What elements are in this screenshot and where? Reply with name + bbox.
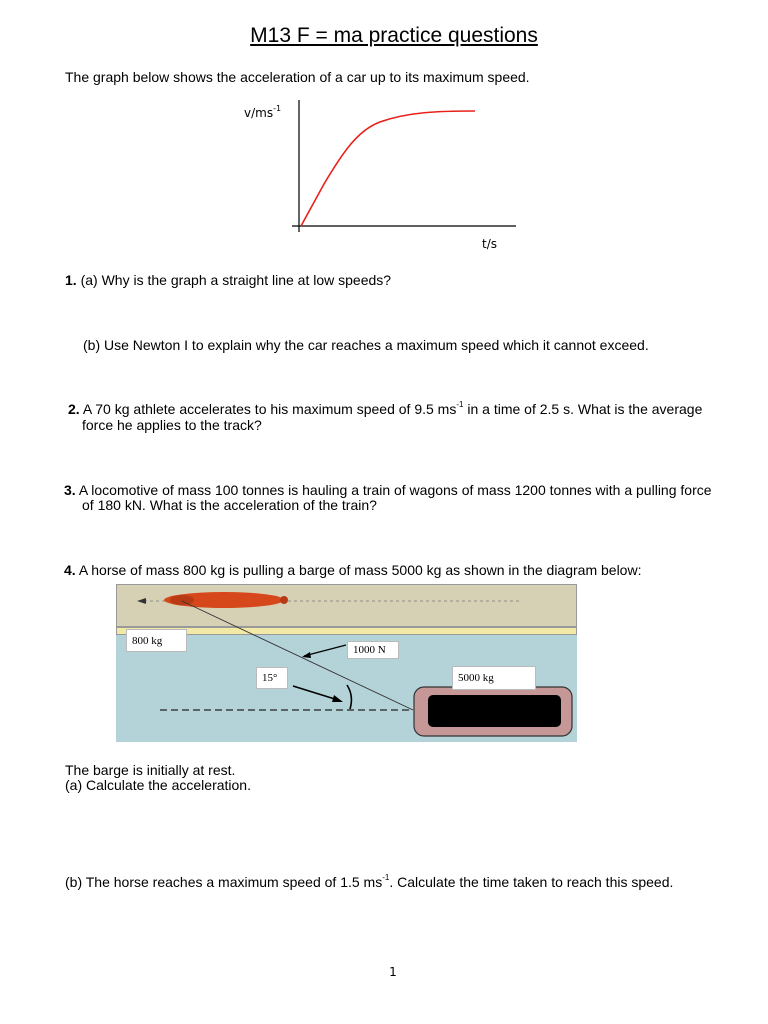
- question-1b: (b) Use Newton I to explain why the car reaches a maximum speed which it cannot exceed.: [83, 337, 649, 353]
- horse-mass-label: 800 kg: [126, 629, 187, 652]
- question-number: 3.: [64, 482, 76, 498]
- force-pointer-arrowhead: [302, 652, 311, 658]
- diagram-lines: [116, 584, 577, 742]
- question-3-line2: of 180 kN. What is the acceleration of the train?: [82, 497, 377, 513]
- question-2-line1: 2. A 70 kg athlete accelerates to his maximum speed of 9.5 $ms^{-1}$ in a time of 2.5 s. What is the average: [68, 400, 703, 417]
- intro-text: The graph below shows the acceleration of a car up to its maximum speed.: [65, 69, 530, 85]
- question-number: 1.: [65, 272, 77, 288]
- page-title: M13 F = ma practice questions: [250, 24, 538, 47]
- horse-tail: [280, 596, 288, 604]
- question-2-line2: force he applies to the track?: [82, 417, 262, 433]
- velocity-time-graph: [288, 98, 520, 232]
- question-number: 2.: [68, 401, 80, 417]
- angle-pointer: [293, 686, 338, 700]
- barge-diagram: [116, 584, 577, 742]
- question-4a: (a) Calculate the acceleration.: [65, 777, 251, 793]
- velocity-curve: [301, 111, 475, 226]
- force-label: 1000 N: [347, 641, 399, 659]
- barge-deck: [428, 695, 561, 727]
- angle-arc: [347, 685, 351, 709]
- angle-label: 15°: [256, 667, 288, 689]
- horse-direction-arrowhead: [137, 598, 146, 604]
- horse-head: [170, 595, 194, 605]
- graph-y-axis-label: $v/ms^{-1}$: [244, 104, 282, 120]
- question-4b: (b) The horse reaches a maximum speed of 1.5 $ms^{-1}$. Calculate the time taken to reach this speed.: [65, 873, 674, 890]
- question-3-line1: 3. A locomotive of mass 100 tonnes is hauling a train of wagons of mass 1200 tonnes with a pulling force: [64, 482, 712, 498]
- graph-x-axis-label: t/s: [482, 237, 497, 251]
- question-number: 4.: [64, 562, 76, 578]
- barge-mass-label: 5000 kg: [452, 666, 536, 690]
- question-4-line1: 4. A horse of mass 800 kg is pulling a barge of mass 5000 kg as shown in the diagram below:: [64, 562, 642, 578]
- angle-pointer-arrowhead: [332, 695, 343, 702]
- question-1a: 1. (a) Why is the graph a straight line at low speeds?: [65, 272, 392, 288]
- barge-rest-text: The barge is initially at rest.: [65, 762, 236, 778]
- page-number: 1: [389, 965, 397, 979]
